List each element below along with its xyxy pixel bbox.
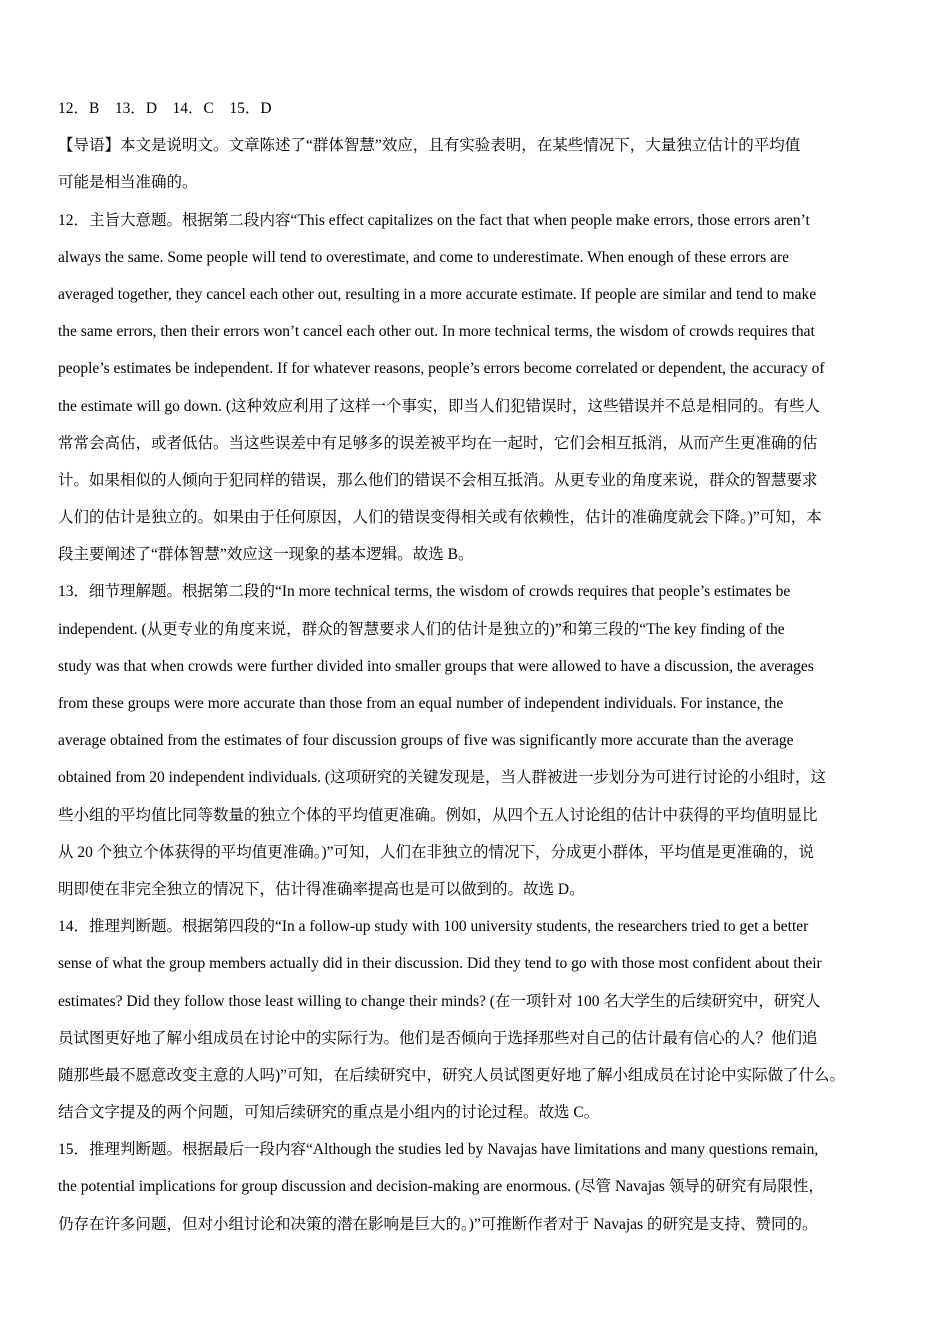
q14-explanation-line: 结合文字提及的两个问题，可知后续研究的重点是小组内的讨论过程。故选 C。: [58, 1104, 600, 1122]
q12-explanation-line: 段主要阐述了“群体智慧”效应这一现象的基本逻辑。故选 B。: [58, 546, 474, 564]
q13-explanation-line: study was that when crowds were further divided into smaller groups that were allowed to have a discussion, the averages: [58, 657, 814, 675]
q12-explanation-line: the same errors, then their errors won’t cancel each other out. In more technical terms, the wisdom of crowds requires that: [58, 323, 815, 341]
q14-explanation-line: 员试图更好地了解小组成员在讨论中的实际行为。他们是否倾向于选择那些对自己的估计最有信心的人？他们追: [58, 1029, 818, 1047]
q12-explanation-line: 人们的估计是独立的。如果由于任何原因，人们的错误变得相关或有依赖性，估计的准确度就会下降。)”可知，本: [58, 509, 822, 527]
q12-explanation-line: the estimate will go down. (这种效应利用了这样一个事实，即当人们犯错误时，这些错误并不总是相同的。有些人: [58, 397, 821, 415]
q13-explanation-line: 明即使在非完全独立的情况下，估计得准确率提高也是可以做到的。故选 D。: [58, 880, 585, 898]
q12-explanation-line: 常常会高估，或者低估。当这些误差中有足够多的误差被平均在一起时，它们会相互抵消，从而产生更准确的估: [58, 434, 818, 452]
q14-explanation-line: sense of what the group members actually did in their discussion. Did they tend to go with those most confident about their: [58, 955, 822, 973]
q13-explanation-line: 13．细节理解题。根据第二段的“In more technical terms, the wisdom of crowds requires that people’s estimates be: [58, 583, 791, 601]
q12-explanation-line: 计。如果相似的人倾向于犯同样的错误，那么他们的错误不会相互抵消。从更专业的角度来说，群众的智慧要求: [58, 471, 818, 489]
q15-explanation-line: 仍存在许多问题，但对小组讨论和决策的潜在影响是巨大的。)”可推断作者对于 Navajas 的研究是支持、赞同的。: [58, 1215, 818, 1233]
q13-explanation-line: 些小组的平均值比同等数量的独立个体的平均值更准确。例如，从四个五人讨论组的估计中获得的平均值明显比: [58, 806, 818, 824]
q14-explanation-line: 随那些最不愿意改变主意的人吗)”可知，在后续研究中，研究人员试图更好地了解小组成员在讨论中实际做了什么。: [58, 1066, 846, 1084]
q13-explanation-line: 从 20 个独立个体获得的平均值更准确。)”可知，人们在非独立的情况下，分成更小群体，平均值是更准确的，说: [58, 843, 815, 861]
q13-explanation-line: obtained from 20 independent individuals. (这项研究的关键发现是，当人群被进一步划分为可进行讨论的小组时，这: [58, 769, 827, 787]
q13-explanation-line: independent. (从更专业的角度来说，群众的智慧要求人们的估计是独立的)”和第三段的“The key finding of the: [58, 620, 785, 638]
q14-explanation-line: 14．推理判断题。根据第四段的“In a follow-up study with 100 university students, the researchers tried to get a better: [58, 918, 809, 936]
q15-explanation-line: 15．推理判断题。根据最后一段内容“Although the studies led by Navajas have limitations and many questions remain,: [58, 1141, 819, 1159]
answer-explanation-document: [58, 90, 908, 1243]
q12-explanation-line: averaged together, they cancel each other out, resulting in a more accurate estimate. If people are similar and tend to make: [58, 285, 817, 303]
q13-explanation-line: from these groups were more accurate than those from an equal number of independent individuals. For instance, the: [58, 695, 784, 712]
intro-line: 【导语】本文是说明文。文章陈述了“群体智慧”效应，且有实验表明，在某些情况下，大量独立估计的平均值: [58, 137, 801, 155]
intro-line: 可能是相当准确的。: [58, 174, 198, 192]
q14-explanation-line: estimates? Did they follow those least willing to change their minds? (在一项针对 100 名大学生的后续研究中，研究人: [58, 992, 821, 1010]
q12-explanation-line: always the same. Some people will tend to overestimate, and come to underestimate. When enough of these errors are: [58, 248, 789, 266]
q13-explanation-line: average obtained from the estimates of four discussion groups of five was significantly more accurate than the average: [58, 732, 794, 750]
q15-explanation-line: the potential implications for group discussion and decision-making are enormous. (尽管 Navajas 领导的研究有局限性，: [58, 1178, 824, 1196]
q12-explanation-line: people’s estimates be independent. If for whatever reasons, people’s errors become correlated or dependent, the accuracy of: [58, 360, 825, 378]
q12-explanation-line: 12．主旨大意题。根据第二段内容“This effect capitalizes on the fact that when people make errors, those errors aren’t: [58, 211, 810, 229]
answer-key-line: 12．B 13．D 14．C 15．D: [58, 100, 272, 117]
